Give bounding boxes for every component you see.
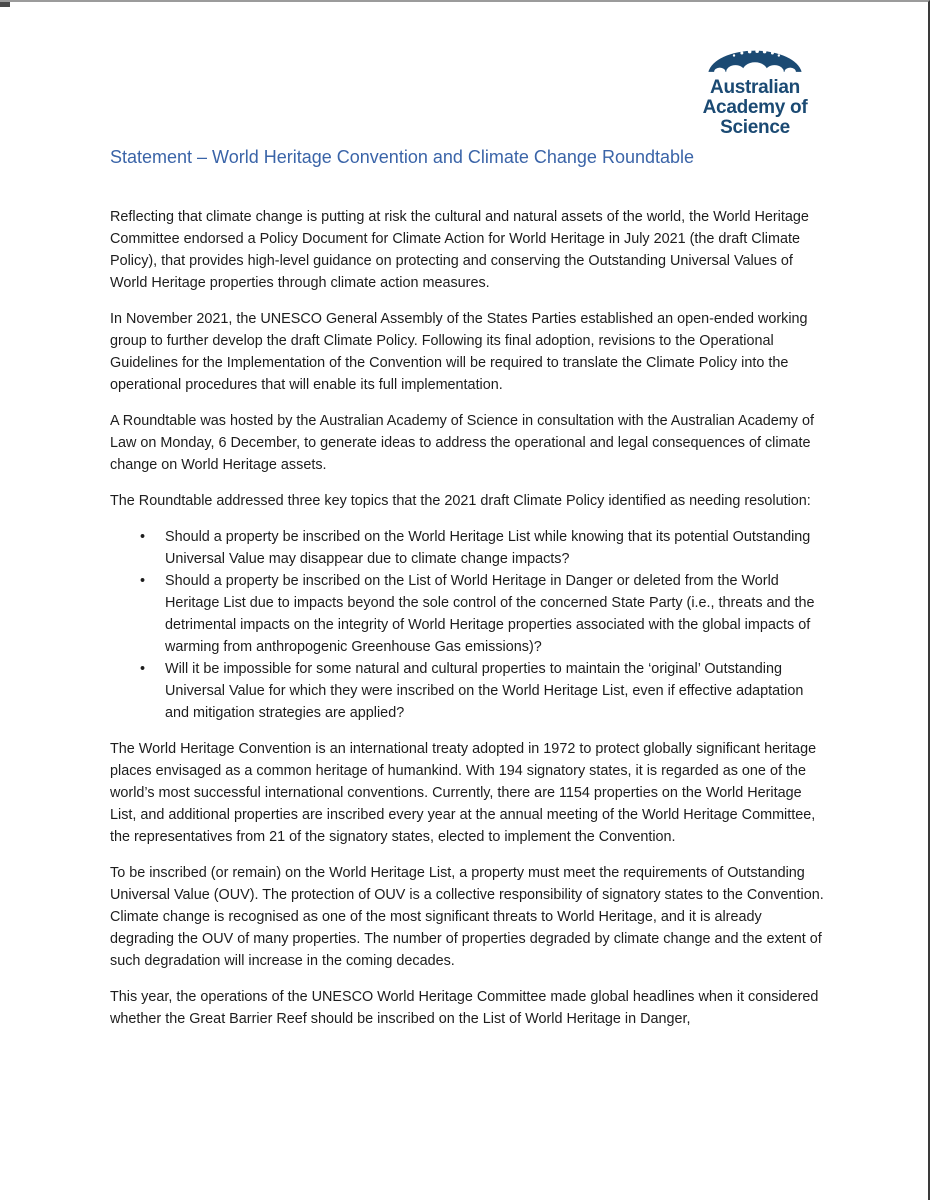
- page-edge-mark: [0, 2, 10, 7]
- paragraph-1: Reflecting that climate change is putting at risk the cultural and natural assets of the world, the World Heritage Committee endorsed a Policy Document for Climate Action for World Heritage in July 2021 (the draft Climate Policy), that provides high-level guidance on protecting and conserving the Outstanding Universal Values of World Heritage properties through climate action measures.: [110, 209, 809, 291]
- list-item: [140, 658, 830, 724]
- logo-text-line-3: Science: [720, 117, 790, 138]
- logo-text-line-2: Academy of: [702, 97, 808, 118]
- shine-dome-icon: [696, 42, 814, 74]
- bullet-icon: •: [140, 529, 146, 545]
- list-item: [140, 526, 830, 570]
- list-item-text: Should a property be inscribed on the World Heritage List while knowing that its potential Outstanding Universal Value may disappear due to climate change impacts?: [165, 529, 811, 567]
- document-body: [0, 146, 928, 1030]
- paragraph-4: The Roundtable addressed three key topics that the 2021 draft Climate Policy identified as needing resolution:: [110, 493, 811, 509]
- bullet-icon: •: [140, 661, 146, 677]
- paragraph-2: In November 2021, the UNESCO General Assembly of the States Parties established an open-ended working group to further develop the draft Climate Policy. Following its final adoption, revisions to the Operational Guidelines for the Implementation of the Convention will be required to translate the Climate Policy into the operational procedures that will enable its full implementation.: [110, 311, 808, 393]
- bullet-icon: •: [140, 573, 146, 589]
- document-title: Statement – World Heritage Convention and Climate Change Roundtable: [110, 147, 695, 167]
- list-item-text: Will it be impossible for some natural and cultural properties to maintain the ‘original’ Outstanding Universal Value for which they were inscribed on the World Heritage List, even if effective adaptation and mitigation strategies are applied?: [165, 661, 804, 721]
- logo-text-line-1: Australian: [710, 77, 800, 98]
- list-item-text: Should a property be inscribed on the List of World Heritage in Danger or deleted from the World Heritage List due to impacts beyond the sole control of the concerned State Party (i.e., threats and the detrimental impacts on the integrity of World Heritage properties associated with the global impacts of warming from anthropogenic Greenhouse Gas emissions)?: [165, 573, 815, 655]
- australian-academy-of-science-logo: [693, 42, 817, 138]
- paragraph-3: A Roundtable was hosted by the Australian Academy of Science in consultation with the Australian Academy of Law on Monday, 6 December, to generate ideas to address the operational and legal consequences of climate change on World Heritage assets.: [110, 413, 814, 473]
- paragraph-5: The World Heritage Convention is an international treaty adopted in 1972 to protect globally significant heritage places envisaged as a common heritage of humankind. With 194 signatory states, it is regarded as one of the world’s most successful international conventions. Currently, there are 1154 properties on the World Heritage List, and additional properties are inscribed every year at the annual meeting of the World Heritage Committee, the representatives from 21 of the signatory states, elected to implement the Convention.: [110, 741, 817, 845]
- key-topics-list: [110, 526, 830, 724]
- paragraph-7: This year, the operations of the UNESCO World Heritage Committee made global headlines when it considered whether the Great Barrier Reef should be inscribed on the List of World Heritage in Danger,: [110, 989, 819, 1027]
- paragraph-6: To be inscribed (or remain) on the World Heritage List, a property must meet the requirements of Outstanding Universal Value (OUV). The protection of OUV is a collective responsibility of signatory states to the Convention. Climate change is recognised as one of the most significant threats to World Heritage, and it is already degrading the OUV of many properties. The number of properties degraded by climate change and the extent of such degradation will increase in the coming decades.: [110, 865, 824, 969]
- list-item: [140, 570, 830, 658]
